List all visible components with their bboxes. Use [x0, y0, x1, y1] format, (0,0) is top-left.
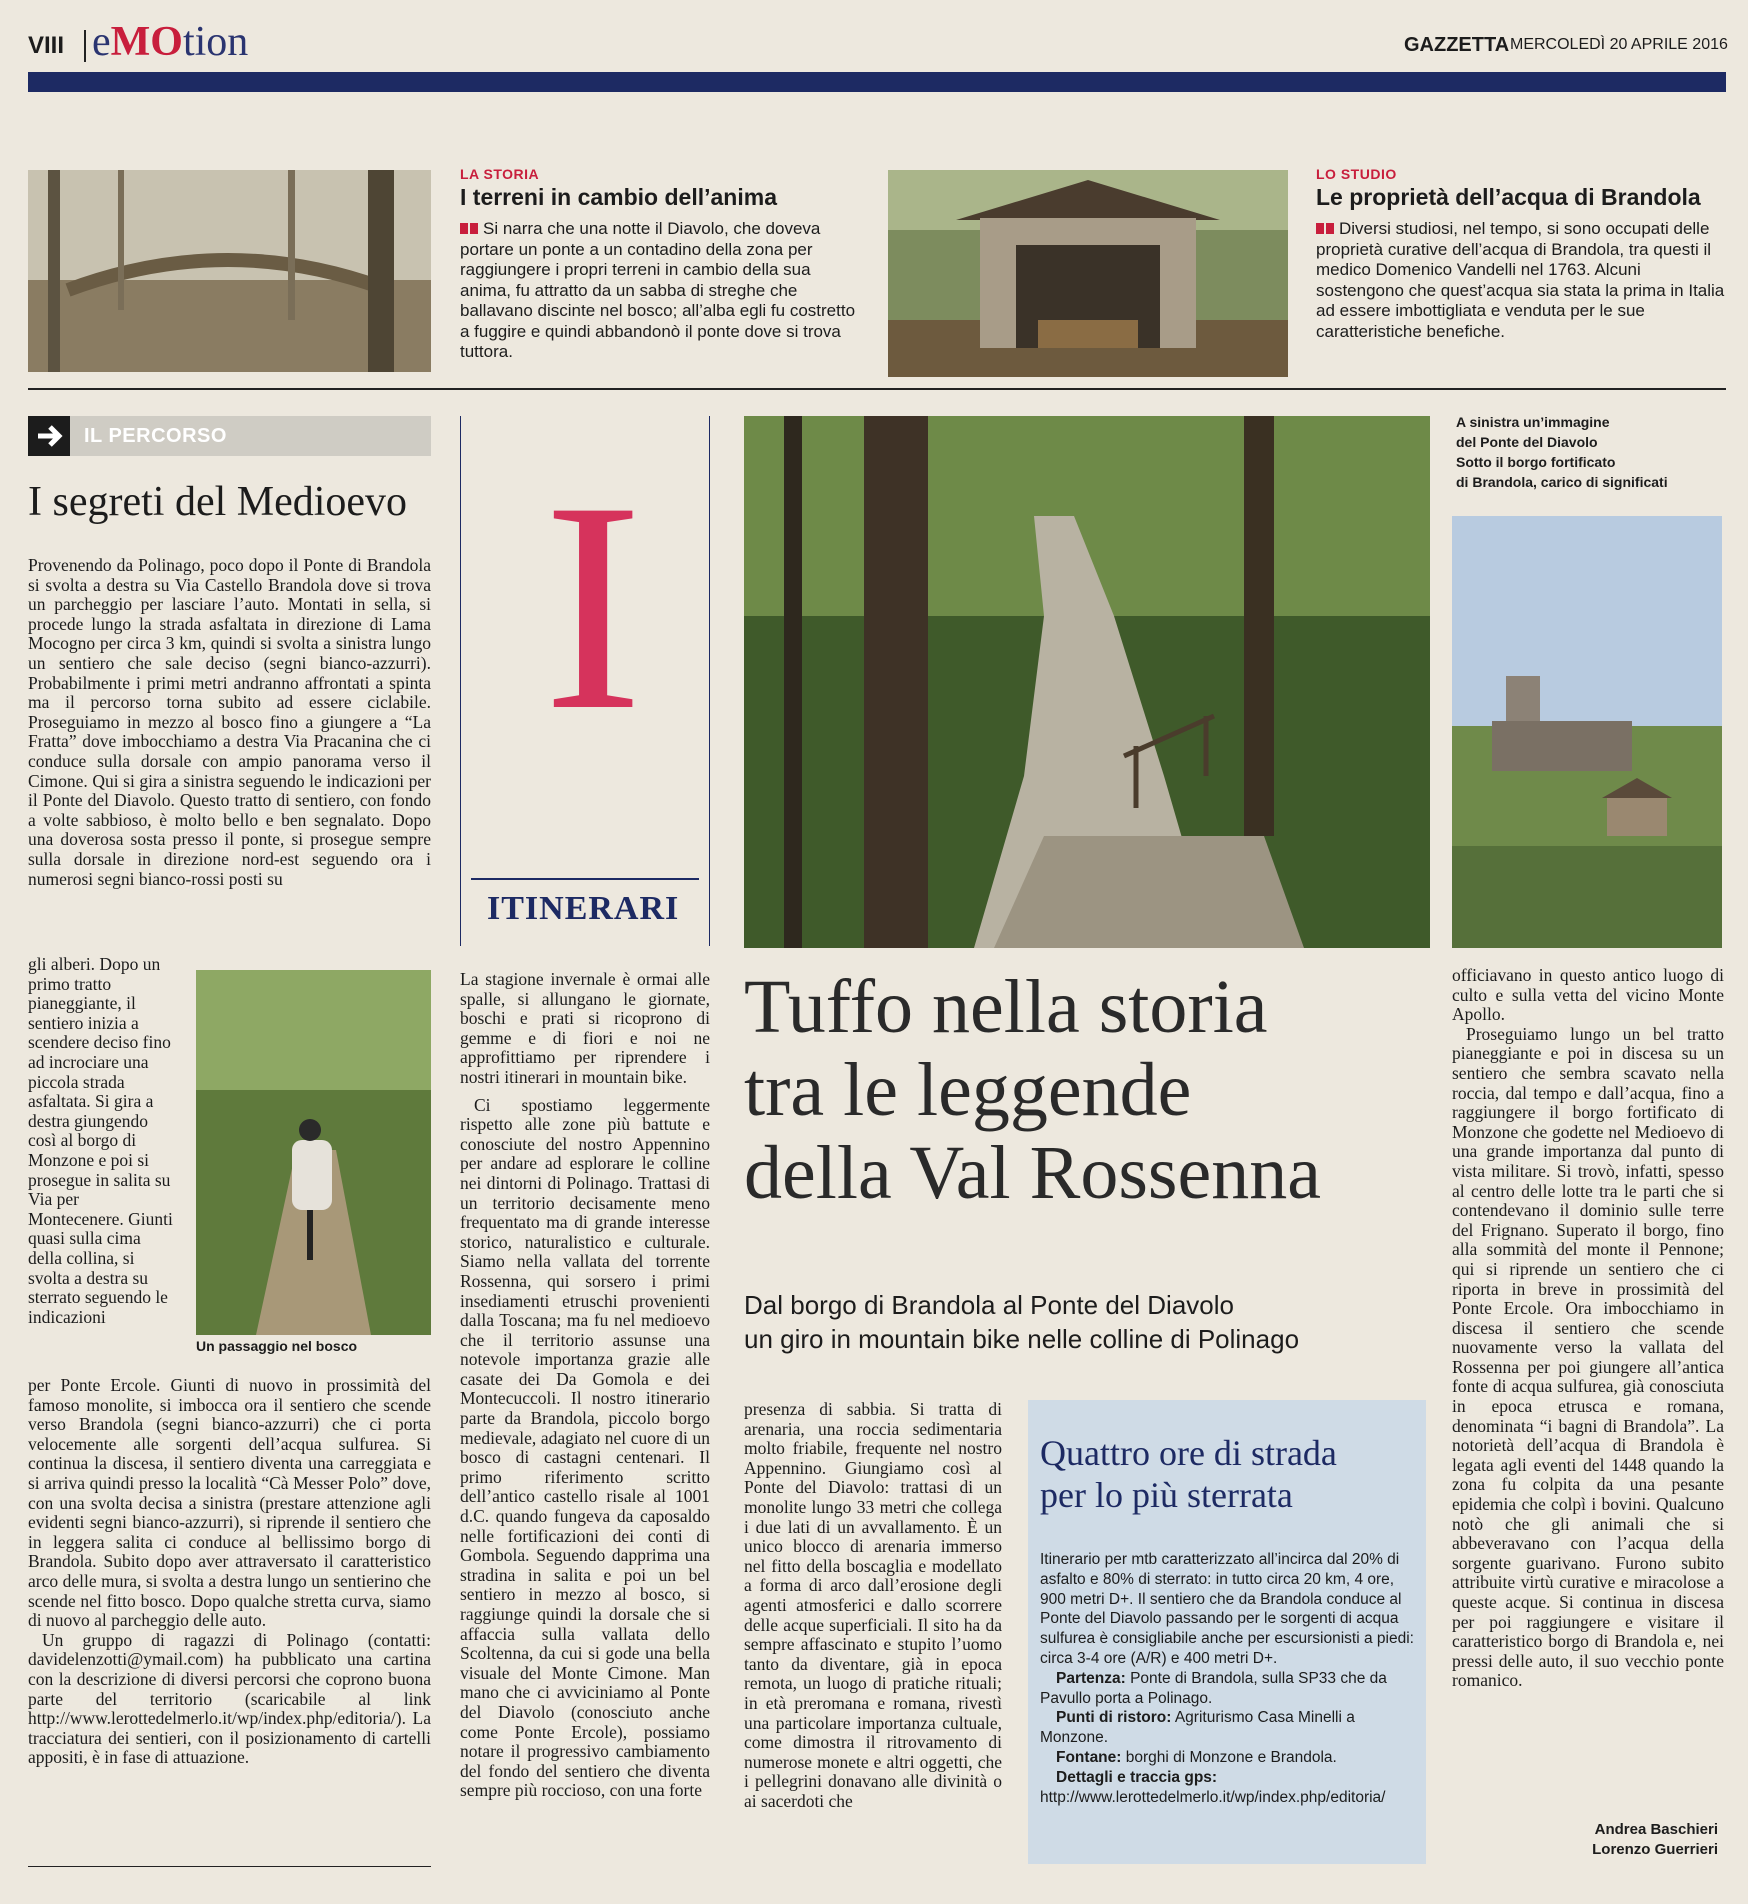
middle-photo	[888, 170, 1288, 377]
col2-paragraph-1: La stagione invernale è ormai alle spalle, si allungano le giornate, boschi e prati si ricoprono di gemme e di fiori e noi ne approfittiamo per riprendere i nostri itinerari in mountain bike.	[460, 970, 710, 1087]
arrow-right-icon	[28, 416, 70, 456]
percorso-text-top	[28, 556, 431, 951]
info-fontane	[1040, 1748, 1414, 1768]
percorso-label-bar	[28, 416, 431, 456]
side-caption-line-4: di Brandola, carico di significati	[1456, 474, 1668, 490]
percorso-title: I segreti del Medioevo	[28, 479, 408, 525]
la-storia-body: Si narra che una notte il Diavolo, che doveva portare un ponte a un contadino della zona per raggiungere i propri terreni in cambio della sua anima, fu attratto da un sabba di streghe che ballavano discinte nel bosco; all’alba egli fu costretto a fuggire e quindi abbandonò il ponte dove si trova tuttora.	[460, 219, 856, 361]
masthead-bar	[28, 72, 1726, 92]
itinerari-rule	[471, 878, 699, 880]
deck-line-1: Dal borgo di Brandola al Ponte del Diavolo	[744, 1290, 1234, 1320]
red-square-icon	[1326, 223, 1334, 234]
info-box	[1028, 1400, 1426, 1864]
red-square-icon	[460, 223, 468, 234]
lo-studio-title: Le proprietà dell’acqua di Brandola	[1316, 184, 1701, 210]
percorso-paragraph-2: per Ponte Ercole. Giunti di nuovo in prossimità del famoso monolite, si imbocca ora il sentiero che scende verso Brandola (segni bianco-azzurri) che ci porta velocemente alle sorgenti dell’acqua sulfurea. Si continua la discesa, il sentiero diventa una carreggiata e si arriva quindi presso la località “Cà Messer Polo” dove, con una svolta decisa a sinistra (prestare attenzione agli evidenti segni bianco-azzurri), si riprende il sentiero che in leggera salita ci conduce al bellissimo borgo di Brandola. Subito dopo aver attraversato il caratteristico arco delle mura, si svolta a destra lungo un sentierino che scende nel fitto bosco. Dopo qualche stretta curva, siamo di nuovo al parcheggio delle auto.	[28, 1376, 431, 1631]
brandola-village-photo	[1452, 516, 1722, 948]
side-photo	[1452, 516, 1722, 948]
devil-bridge-photo	[744, 416, 1430, 948]
bike-photo-caption: Un passaggio nel bosco	[196, 1338, 358, 1354]
issue-date: MERCOLEDÌ 20 APRILE 2016	[1510, 36, 1728, 53]
la-storia-title: I terreni in cambio dell’anima	[460, 184, 777, 210]
info-box-title	[1040, 1432, 1337, 1516]
top-left-photo	[28, 170, 431, 372]
info-box-title-line-2: per lo più sterrata	[1040, 1475, 1293, 1515]
newspaper-name: GAZZETTA	[1404, 34, 1510, 56]
info-gps-label: Dettagli e traccia gps:	[1056, 1768, 1218, 1786]
itinerari-box	[460, 416, 710, 946]
info-ristoro-value: Agriturismo Casa Minelli a Monzone.	[1040, 1709, 1355, 1747]
info-fontane-label: Fontane:	[1056, 1748, 1122, 1766]
lo-studio-body: Diversi studiosi, nel tempo, si sono occupati delle proprietà curative dell’acqua di Brandola, tra questi il medico Domenico Vandelli nel 1763. Alcuni sostengono che quest’acqua sia stata la prima in Italia ad essere imbottigliata e venduta per le sue caratteristiche benefiche.	[1316, 219, 1725, 341]
forest-bridge-photo	[28, 170, 431, 372]
col5-text	[1452, 966, 1724, 1814]
la-storia-kicker: LA STORIA	[460, 166, 540, 182]
author-2: Lorenzo Guerrieri	[1592, 1841, 1718, 1858]
info-box-title-line-1: Quattro ore di strada	[1040, 1433, 1337, 1473]
lo-studio-block	[1316, 166, 1726, 342]
col2-text	[460, 970, 710, 1862]
percorso-paragraph-3: Un gruppo di ragazzi di Polinago (contatti: davidelenzotti@ymail.com) ha pubblicato una cartina con la descrizione di diversi percorsi che coprono buona parte del territorio (scaricabile al link http://www.lerottedelmerlo.it/wp/index.php/editoria/). La tracciatura dei sentieri, con il posizionamento di cartelli appositi, è in fase di attuazione.	[28, 1629, 431, 1768]
info-partenza	[1040, 1669, 1414, 1709]
col3-paragraph: presenza di sabbia. Si tratta di arenaria, una roccia sedimentaria molto friabile, frequente nel nostro Appennino. Giungiamo così al Ponte del Diavolo: trattasi di un monolite lungo 33 metri che collega i due lati di un avvallamento. È un unico blocco di arenaria immerso nel fitto della boscaglia e modellato a forma di arco dall’erosione degli agenti atmosferici e dallo scorrere delle acque superficiali. Il sito ha da sempre affascinato e stupito l’uomo tanto da diventare, già in epoca remota, un luogo di pratiche rituali; in età preromana e romana, rivestì una particolare importanza cultuale, come dimostra il ritrovamento di numerose monete e altri oggetti, che i pellegrini donavano alle divinità o ai sacerdoti che	[744, 1400, 1002, 1811]
lo-studio-kicker: LO STUDIO	[1316, 166, 1397, 182]
headline-line-3: della Val Rossenna	[744, 1131, 1321, 1215]
red-square-icon	[470, 223, 478, 234]
percorso-text-side	[28, 955, 178, 1392]
headline-line-2: tra le leggende	[744, 1048, 1192, 1132]
section-logo-prefix: e	[92, 19, 111, 65]
percorso-label: IL PERCORSO	[84, 425, 227, 447]
info-box-description: Itinerario per mtb caratterizzato all’incirca dal 20% di asfalto e 80% di sterrato: in tutto circa 20 km, 4 ore, 900 metri D+. Il sentiero che da Brandola conduce al Ponte del Diavolo passando per le sorgenti di acqua sulfurea è consigliabile anche per escursionisti a piedi: circa 3-4 ore (A/R) e 400 metri D+.	[1040, 1551, 1414, 1667]
authors	[1452, 1820, 1718, 1860]
bike-photo	[196, 970, 431, 1335]
info-partenza-value: Ponte di Brandola, sulla SP33 che da Pavullo porta a Polinago.	[1040, 1669, 1387, 1707]
info-gps	[1040, 1768, 1414, 1808]
info-gps-link[interactable]: http://www.lerottedelmerlo.it/wp/index.php/editoria/	[1040, 1788, 1386, 1806]
la-storia-block	[460, 166, 860, 363]
headline-line-1: Tuffo nella storia	[744, 965, 1268, 1049]
col5-paragraph-2: Proseguiamo lungo un bel tratto pianeggiante e poi in discesa su un sentiero che sembra scavato nella roccia, dal tempo e dall’acqua, fino a raggiungere il borgo fortificato di Monzone che godette nel Medioevo di una grande importanza dal punto di vista militare. Si trovò, infatti, spesso al centro delle lotte tra le parti che si contendevano il dominio sulle terre del Frignano. Superato il borgo, fino alla sommità del monte il Pennone; qui si riprende un sentiero che ci riporta in breve in prossimità del Ponte Ercole. Ora imbocchiamo in discesa il sentiero che scende nuovamente verso la vallata del Rossenna per poi giungere all’antica fonte di acqua sulfurea, già conosciuta in epoca etrusca e romana, denominata “i bagni di Brandola”. La notorietà dell’acqua di Brandola è legata agli eventi del 1448 quando la zona fu colpita da una pesante epidemia che colpì i bovini. Qualcuno notò che gli animali che si abbeveravano con l’acqua della sorgente guarivano. Furono subito attribuite virtù curative e miracolose a queste acque. Si continua in discesa per poi raggiungere e visitare il caratteristico borgo di Brandola e, nei pressi delle auto, il suo vecchio ponte romanico.	[1452, 1023, 1724, 1691]
drop-initial: I	[543, 440, 643, 772]
headline	[744, 966, 1444, 1215]
section-logo-highlight: MO	[110, 19, 183, 65]
col3-text	[744, 1400, 1002, 1860]
info-box-body	[1040, 1550, 1414, 1807]
col1-bottom-rule	[28, 1866, 431, 1867]
deck	[744, 1288, 1444, 1356]
percorso-text-bottom	[28, 1376, 431, 1846]
section-logo	[92, 18, 248, 66]
side-caption-line-3: Sotto il borgo fortificato	[1456, 454, 1616, 470]
author-1: Andrea Baschieri	[1594, 1821, 1718, 1838]
itinerari-label: ITINERARI	[487, 890, 680, 927]
stone-shrine-photo	[888, 170, 1288, 377]
section-logo-suffix: tion	[182, 19, 249, 65]
info-partenza-label: Partenza:	[1056, 1669, 1126, 1687]
top-strip-rule	[28, 388, 1726, 390]
info-ristoro-label: Punti di ristoro:	[1056, 1709, 1172, 1727]
side-photo-caption	[1456, 412, 1726, 492]
side-caption-line-2: del Ponte del Diavolo	[1456, 434, 1598, 450]
cyclist-in-woods-photo	[196, 970, 431, 1335]
main-photo	[744, 416, 1430, 948]
info-fontane-value: borghi di Monzone e Brandola.	[1125, 1748, 1337, 1766]
side-caption-line-1: A sinistra un’immagine	[1456, 414, 1610, 430]
percorso-paragraph-1: Provenendo da Polinago, poco dopo il Ponte di Brandola si svolta a destra su Via Castello Brandola dove si trova un parcheggio per lasciare l’auto. Montati in sella, si procede lungo la strada asfaltata in direzione di Lama Mocogno per circa 3 km, quindi si svolta a sinistra lungo un sentiero che sale deciso (segni bianco-azzurri). Probabilmente i primi metri andranno affrontati a spinta ma il percorso torna subito ad essere ciclabile. Proseguiamo in mezzo al bosco fino a giungere a “La Fratta” dove imbocchiamo a destra Via Pracanina che ci conduce sulla dorsale con ampio panorama verso il Cimone. Qui si gira a sinistra seguendo le indicazioni per il Ponte del Diavolo. Questo tratto di sentiero, con fondo a volte sabbioso, è molto bello e ben segnalato. Dopo una doverosa sosta presso il ponte, si prosegue sempre sulla dorsale in direzione nord-est seguendo ora i numerosi segni bianco-rossi posti su	[28, 556, 431, 889]
red-square-icon	[1316, 223, 1324, 234]
masthead-divider	[84, 30, 86, 62]
col2-paragraph-2: Ci spostiamo leggermente rispetto alle zone più battute e conosciute del nostro Appennino per andare ad esplorare le colline nei dintorni di Polinago. Trattasi di un territorio decisamente meno frequentato ma di grande interesse storico, naturalistico e culturale. Siamo nella vallata del torrente Rossenna, qui sorsero i primi insediamenti etruschi provenienti dalla Toscana; ma fu nel medioevo che il territorio assunse una notevole importanza grazie alle casate dei Da Gomola e dei Montecuccoli. Il nostro itinerario parte da Brandola, piccolo borgo medievale, adagiato nel cuore di un bosco di castagni centenari. Il primo riferimento scritto dell’antico castello risale al 1001 d.C. quando fungeva da caposaldo nelle fortificazioni dei conti di Gombola. Seguendo dapprima una stradina in salita e poi un bel sentiero in mezzo al bosco, si raggiunge quindi la dorsale che si affaccia sulla vallata dello Scoltenna, da cui si gode una bella visuale del Monte Cimone. Man mano che ci avviciniamo al Ponte del Diavolo (conosciuto anche come Ponte Ercole), possiamo notare il progressivo cambiamento del fondo del sentiero che diventa sempre più roccioso, con una forte	[460, 1094, 710, 1801]
lo-studio-text	[1316, 219, 1726, 342]
col5-paragraph-1: officiavano in questo antico luogo di culto e sulla vetta del vicino Monte Apollo.	[1452, 966, 1724, 1025]
la-storia-text	[460, 219, 860, 363]
percorso-paragraph-side: gli alberi. Dopo un primo tratto pianeggiante, il sentiero inizia a scendere deciso fino ad incrociare una piccola strada asfaltata. Si gira a destra giungendo così al borgo di Monzone e poi si prosegue in salita su Via per Montecenere. Giunti quasi sulla cima della collina, si svolta a destra su sterrato seguendo le indicazioni	[28, 955, 173, 1327]
page-number: VIII	[28, 32, 65, 59]
deck-line-2: un giro in mountain bike nelle colline di Polinago	[744, 1324, 1300, 1354]
info-ristoro	[1040, 1708, 1414, 1748]
